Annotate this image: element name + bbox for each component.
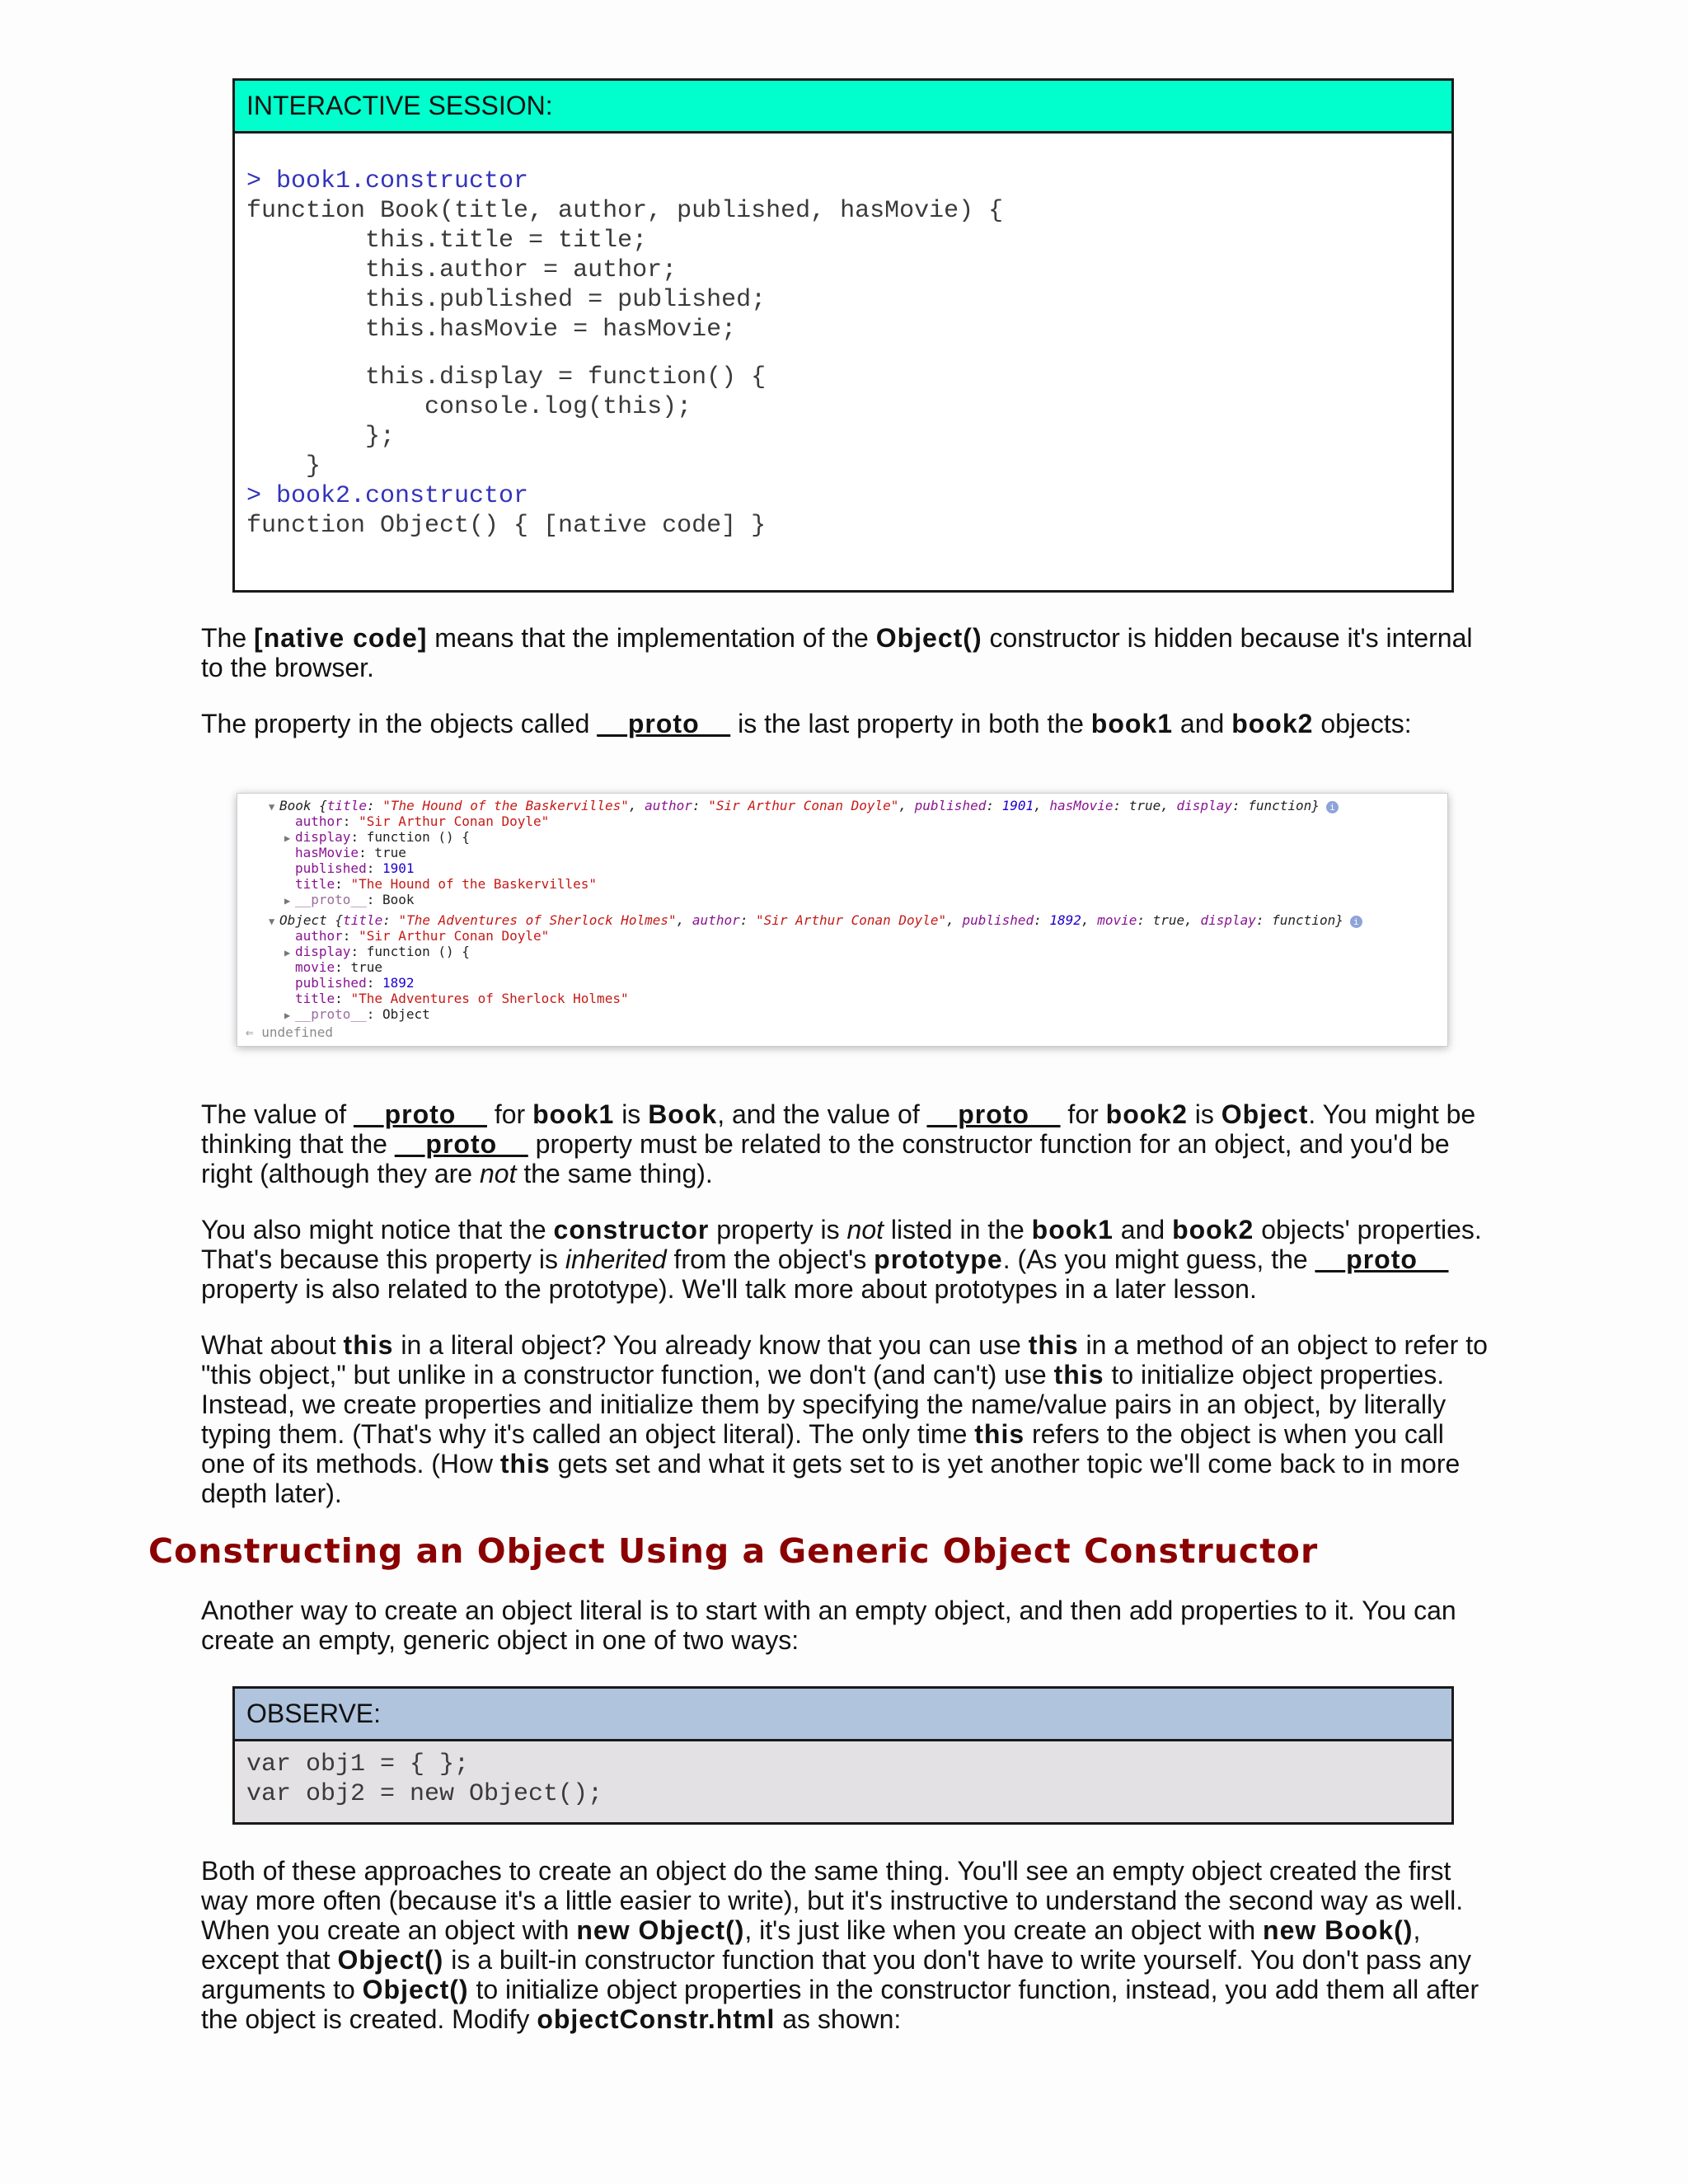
console-return-line: ⇐ undefined (246, 1024, 333, 1040)
info-icon[interactable]: i (1326, 801, 1339, 813)
paragraph-object-constructor: Both of these approaches to create an object do the same thing. You'll see an empty object created the first way more often (because it's a little easier to write), but it's instructive to understand the second way as well. When you create an object with new Object(), it's just like when you create an object with new Book(), except that Object() is a built-in constructor function that you don't have to write yourself. You don't pass any arguments to Object() to initialize object properties in the constructor function, instead, you add them all after the object is created. Modify objectConstr.html as shown: (201, 1856, 1479, 2034)
console-prop-line: published: 1892 (295, 975, 415, 991)
return-arrow-icon: ⇐ (246, 1024, 254, 1040)
code-line: console.log(this); (246, 393, 692, 421)
console-prop-line: title: "The Adventures of Sherlock Holmes" (295, 991, 629, 1006)
console-prop-line: movie: true (295, 959, 382, 975)
console-proto-line[interactable]: ▶ __proto__: Object (284, 1006, 430, 1022)
code-line (246, 344, 1003, 363)
console-prop-line[interactable]: ▶ display: function () { (284, 829, 470, 845)
paragraph-generic-object: Another way to create an object literal is to start with an empty object, and then add properties to it. You can create an empty, generic object in one of two ways: (201, 1596, 1456, 1655)
collapsed-triangle-icon: ▶ (284, 947, 291, 958)
code-line: this.author = author; (246, 256, 678, 284)
code-line: this.title = title; (246, 227, 648, 255)
code-line: var obj2 = new Object(); (246, 1780, 603, 1808)
code-line: this.published = published; (246, 286, 767, 314)
code-line: > book1.constructor (246, 167, 529, 195)
interactive-session-code (235, 166, 1003, 541)
code-line: } (246, 452, 321, 480)
code-line: this.display = function() { (246, 363, 767, 391)
console-prop-line: hasMovie: true (295, 845, 406, 860)
paragraph-constructor-property: You also might notice that the constructor property is not listed in the book1 and book2 objects' properties. That's because this property is inherited from the object's prototype. (As you might guess, the __proto__ property is also related to the prototype). We'll talk more about prototypes in a later lesson. (201, 1215, 1482, 1304)
expanded-triangle-icon: ▼ (269, 916, 275, 927)
code-line: function Book(title, author, published, hasMovie) { (246, 197, 1004, 225)
paragraph-native-code: The [native code] means that the implementation of the Object() constructor is hidden because it's internal to the browser. (201, 623, 1473, 682)
code-line: this.hasMovie = hasMovie; (246, 316, 737, 344)
expanded-triangle-icon: ▼ (269, 801, 275, 813)
code-line: > book2.constructor (246, 482, 529, 510)
console-prop-line: published: 1901 (295, 860, 415, 876)
console-prop-line: title: "The Hound of the Baskervilles" (295, 876, 598, 892)
console-prop-line[interactable]: ▶ display: function () { (284, 944, 470, 959)
paragraph-proto-intro: The property in the objects called __proto__ is the last property in both the book1 and book2 objects: (201, 709, 1412, 738)
console-book-summary[interactable]: ▼ Book {title: "The Hound of the Baskervilles", author: "Sir Arthur Conan Doyle", published: 1901, hasMovie: true, display: function} i (237, 798, 1339, 813)
observe-title: OBSERVE: (235, 1689, 1451, 1741)
collapsed-triangle-icon: ▶ (284, 832, 291, 844)
code-line: var obj1 = { }; (246, 1750, 470, 1779)
code-line: function Object() { [native code] } (246, 512, 767, 540)
collapsed-triangle-icon: ▶ (284, 1010, 291, 1021)
paragraph-this-literal: What about this in a literal object? You already know that you can use this in a method of an object to refer to "this object," but unlike in a constructor function, we don't (and can't) use this to initialize object properties. Instead, we create properties and initialize them by specifying the name/value pairs in an object, by literally typing them. (That's why it's called an object literal). The only time this refers to the object is when you call one of its methods. (How this gets set and what it gets set to is yet another topic we'll come back to in more depth later). (201, 1330, 1488, 1508)
console-object-summary[interactable]: ▼ Object {title: "The Adventures of Sherlock Holmes", author: "Sir Arthur Conan Doyle", published: 1892, movie: true, display: function} i (237, 912, 1362, 928)
observe-box (232, 1686, 1454, 1825)
code-line: }; (246, 423, 396, 451)
console-output-screenshot (237, 793, 1448, 1047)
collapsed-triangle-icon: ▶ (284, 895, 291, 907)
paragraph-proto-values: The value of __proto__ for book1 is Book, and the value of __proto__ for book2 is Object. You might be thinking that the __proto__ property must be related to the constructor function for an object, and you'd be right (although they are not the same thing). (201, 1099, 1476, 1188)
console-prop-line: author: "Sir Arthur Conan Doyle" (295, 813, 550, 829)
console-prop-line: author: "Sir Arthur Conan Doyle" (295, 928, 550, 944)
section-heading: Constructing an Object Using a Generic Object Constructor (148, 1531, 1319, 1571)
interactive-session-box (232, 78, 1454, 593)
observe-code (235, 1750, 603, 1809)
info-icon[interactable]: i (1350, 916, 1362, 928)
interactive-session-title: INTERACTIVE SESSION: (235, 81, 1451, 134)
console-proto-line[interactable]: ▶ __proto__: Book (284, 892, 415, 907)
